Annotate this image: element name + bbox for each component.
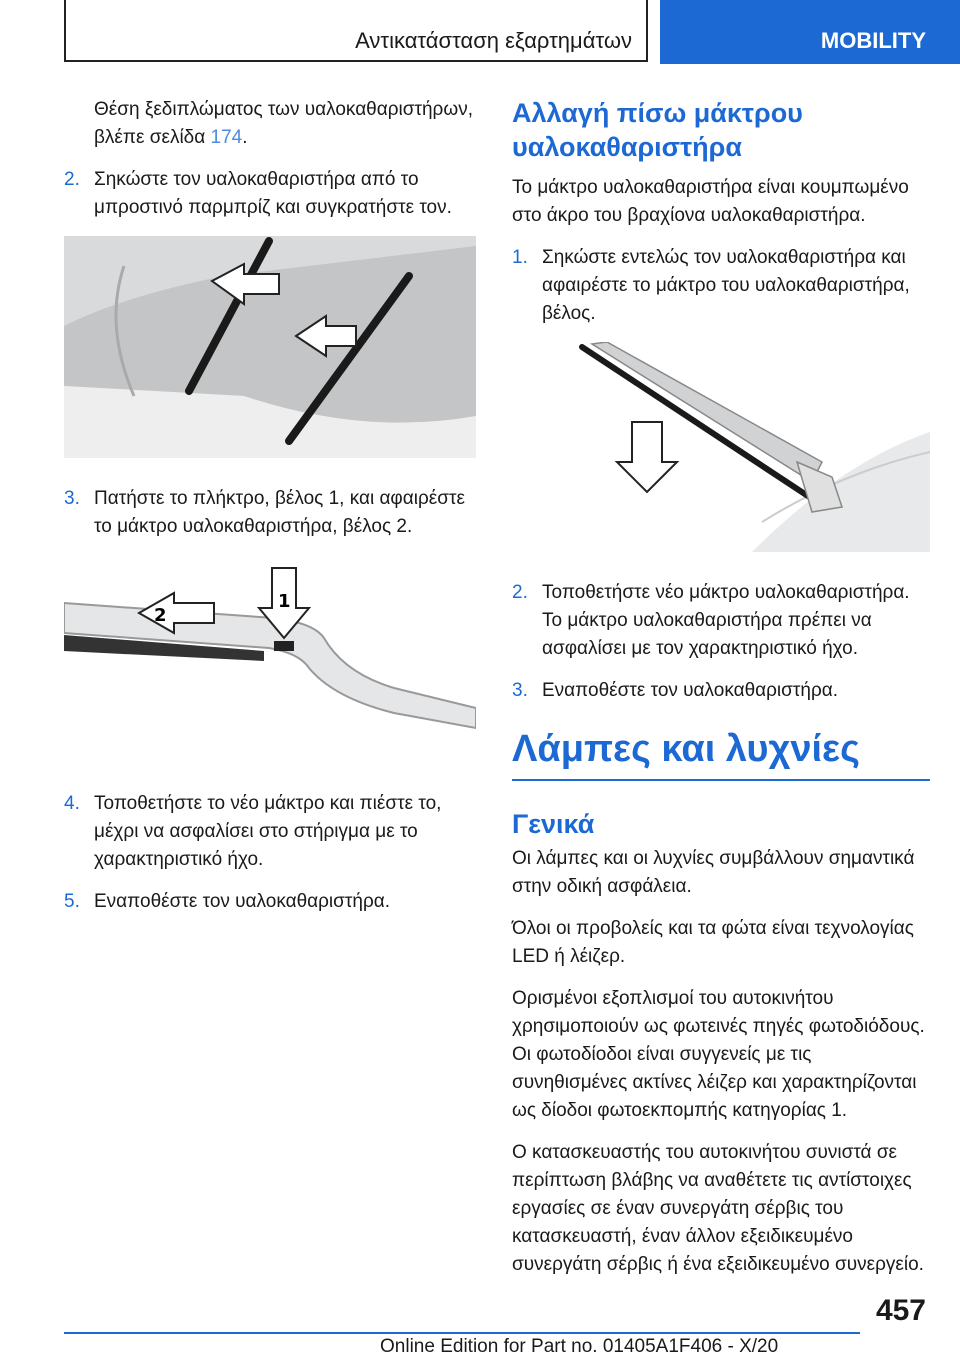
rear-wiper-illustration <box>512 342 930 552</box>
chapter-tab[interactable] <box>660 0 960 64</box>
lamps-heading: Λάμπες και λυχνίες <box>512 725 930 781</box>
intro-end: . <box>242 127 248 148</box>
step-number: 4. <box>64 793 80 814</box>
page-number: 457 <box>875 1294 926 1327</box>
step-text: Πατήστε το πλήκτρο, βέλος 1, και αφαιρέστε το μάκτρο υαλοκαθαριστήρα, βέλος 2. <box>94 488 465 537</box>
step-text: Τοποθετήστε το νέο μάκτρο και πιέστε το, μέχρι να ασφαλίσει στο στήριγμα με το χαρακτηριστικό ήχο. <box>94 793 442 870</box>
arrow-2-label: 2 <box>154 605 167 626</box>
step-text: Εναποθέστε τον υαλοκαθαριστήρα. <box>542 680 839 701</box>
step-text: Σηκώστε τον υαλοκαθαριστήρα από το μπροστινό παρμπρίζ και συγκρατήστε τον. <box>94 169 452 218</box>
header-section-box <box>64 0 648 62</box>
step-item <box>512 244 930 328</box>
step-text: Σηκώστε εντελώς τον υαλοκαθαριστήρα και αφαιρέστε το μάκτρο του υαλοκαθαριστήρα, βέλος. <box>542 247 910 324</box>
step-number: 3. <box>512 680 528 701</box>
chapter-label: MOBILITY <box>820 28 926 53</box>
windshield-wiper-illustration <box>64 236 476 458</box>
body-paragraph: Ορισμένοι εξοπλισμοί του αυτοκινήτου χρησιμοποιούν ως φωτεινές πηγές φωτοδιόδους. Οι φωτοδίοδοι είναι συγγενείς με τις συνηθισμένες ακτίνες λέιζερ και χαρακτηρίζονται ως δίοδοι φωτοεκπομπής κατηγορίας 1. <box>512 988 925 1121</box>
footer-divider <box>64 1332 860 1334</box>
general-heading: Γενικά <box>512 809 595 839</box>
step-text: Τοποθετήστε νέο μάκτρο υαλοκαθαριστήρα. Το μάκτρο υαλοκαθαριστήρα πρέπει να ασφαλίσει με τον χαρακτηριστικό ήχο. <box>542 582 910 659</box>
left-column <box>64 96 476 930</box>
section-title: Αντικατάσταση εξαρτημάτων <box>355 28 632 53</box>
windshield-wiper-figure <box>64 236 476 467</box>
rear-wiper-heading: Αλλαγή πίσω μάκτρου υαλοκαθαριστήρα <box>512 98 803 162</box>
body-paragraph: Ο κατασκευαστής του αυτοκινήτου συνιστά σε περίπτωση βλάβης να αναθέτετε τις αντίστοιχες εργασίες σε έναν συνεργάτη σέρβις του κατασκευαστή, έναν άλλον εξειδικευμένο συνεργάτη σέρβις ή ένα εξειδικευμένο συνεργείο. <box>512 1142 924 1275</box>
rear-wiper-figure <box>512 342 930 561</box>
step-text: Εναποθέστε τον υαλοκαθαριστήρα. <box>94 891 391 912</box>
body-paragraph: Όλοι οι προβολείς και τα φώτα είναι τεχνολογίας LED ή λέιζερ. <box>512 918 914 967</box>
step-number: 5. <box>64 891 80 912</box>
step-item <box>512 579 930 663</box>
step-number: 2. <box>64 169 80 190</box>
step-item <box>64 888 476 916</box>
wiper-release-figure <box>64 563 476 772</box>
page-link[interactable]: 174 <box>210 127 243 148</box>
edition-footer: Online Edition for Part no. 01405A1F406 - X/20 <box>380 1336 779 1357</box>
rear-wiper-intro: Το μάκτρο υαλοκαθαριστήρα είναι κουμπωμένο στο άκρο του βραχίονα υαλοκαθαριστήρα. <box>512 177 909 226</box>
step-number: 1. <box>512 247 528 268</box>
intro-text: Θέση ξεδιπλώματος των υαλοκαθαριστήρων, βλέπε σελίδα <box>94 99 473 148</box>
step-item <box>512 677 930 705</box>
right-column <box>512 96 930 1293</box>
step-number: 3. <box>64 488 80 509</box>
intro-paragraph <box>64 96 476 152</box>
step-item <box>64 485 476 541</box>
wiper-release-illustration <box>64 563 476 763</box>
step-number: 2. <box>512 582 528 603</box>
arrow-1-label: 1 <box>278 591 291 612</box>
step-item <box>64 166 476 222</box>
body-paragraph: Οι λάμπες και οι λυχνίες συμβάλλουν σημαντικά στην οδική ασφάλεια. <box>512 848 915 897</box>
step-item <box>64 790 476 874</box>
